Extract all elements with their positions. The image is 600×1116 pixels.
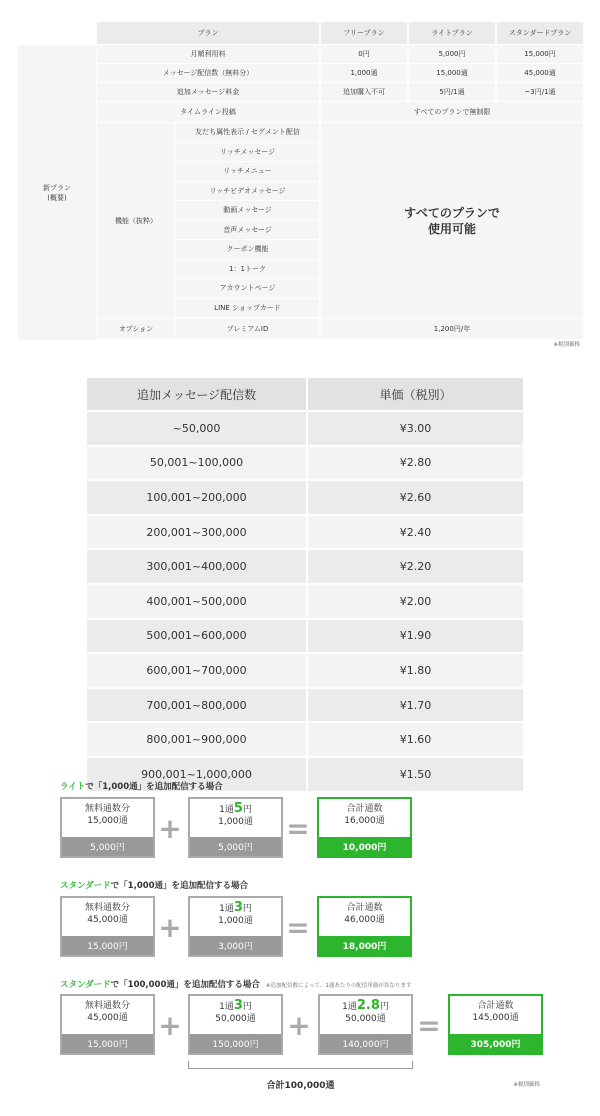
price-row [87,584,523,619]
feature-item: リッチメッセージ [176,143,319,162]
price-row-count: 500,001~600,000 [87,619,307,654]
example-3-free-box [60,994,155,1055]
free-box-line1: 無料通数分 [84,1001,130,1011]
price-row [87,480,523,515]
feature-item: 1：1トーク [176,260,319,279]
price-row-count: 300,001~400,000 [87,549,307,584]
row-extra-standard: ~3円/1通 [497,83,583,101]
total-box-line2: 46,000通 [344,915,385,925]
add-box-line2: 1,000通 [218,817,253,827]
price-row-price: ¥2.00 [307,584,523,619]
price-row-price: ¥1.70 [307,688,523,723]
price-row-count: 400,001~500,000 [87,584,307,619]
price-row [87,688,523,723]
add-box-line2: 50,000通 [345,1014,386,1024]
plus-sign: + [158,911,182,944]
price-header-count: 追加メッセージ配信数 [87,378,307,411]
add-box-suffix: 円 [379,1002,389,1012]
plus-sign: + [158,1009,182,1042]
total-box-price: 18,000円 [319,936,410,955]
price-row-price: ¥1.80 [307,653,523,688]
feature-item: 動画メッセージ [176,201,319,220]
free-box-price: 15,000円 [62,1034,153,1053]
add-box-line2: 1,000通 [218,916,253,926]
feature-item: 音声メッセージ [176,221,319,240]
price-header-row [87,378,523,411]
add-box-line1 [190,1000,281,1013]
price-row [87,446,523,481]
example-3-add-box-2 [318,994,413,1055]
total-box-line1: 合計通数 [346,804,383,814]
equals-sign: = [286,911,310,944]
feature-item: クーポン機能 [176,240,319,259]
row-extra-light: 5円/1通 [409,83,495,101]
example-2-title-rest: で「1,000通」を追加配信する場合 [110,881,249,891]
row-messages-label: メッセージ配信数（無料分） [97,64,319,82]
equals-sign: = [417,1009,441,1042]
example-1-title [60,780,223,792]
free-box-line2: 15,000通 [87,816,128,826]
add-box-line1 [320,1000,411,1013]
total-box-line2: 145,000通 [472,1013,519,1023]
example-1-total-box [317,797,412,858]
free-box-line2: 45,000通 [87,1013,128,1023]
add-box-suffix: 円 [242,805,252,815]
header-plan: プラン [97,22,319,44]
total-box-line1: 合計通数 [477,1001,514,1011]
bracket [188,1061,413,1069]
price-row [87,411,523,446]
row-messages-light: 15,000通 [409,64,495,82]
features-label: 機能（抜粋） [97,123,175,318]
header-light: ライトプラン [409,22,495,44]
add-box-unit-price: 5 [233,801,243,816]
price-row [87,653,523,688]
price-row-price: ¥2.40 [307,515,523,550]
add-box-prefix: 1通 [219,904,234,914]
example-2-free-box [60,896,155,957]
price-row-count: 600,001~700,000 [87,653,307,688]
bracket-label: 合計100,000通 [266,1081,335,1091]
add-box-prefix: 1通 [342,1002,357,1012]
example-2-title [60,879,248,891]
plus-sign: + [158,812,182,845]
price-row-price: ¥3.00 [307,411,523,446]
option-label: オプション [97,319,175,339]
option-value: 1,200円/年 [321,319,583,339]
equals-sign: = [286,812,310,845]
header-free: フリープラン [321,22,407,44]
total-box-price: 305,000円 [450,1034,541,1053]
example-3-title [60,978,411,990]
plus-sign: + [287,1009,311,1042]
total-box-line2: 16,000通 [344,816,385,826]
price-row-price: ¥1.60 [307,722,523,757]
total-box-price: 10,000円 [319,837,410,856]
free-box-line1: 無料通数分 [84,804,130,814]
row-monthly-standard: 15,000円 [497,45,583,63]
row-extra-label: 追加メッセージ料金 [97,83,319,101]
example-2-add-box [188,896,283,957]
price-row-count: 100,001~200,000 [87,480,307,515]
add-box-line1 [190,803,281,816]
free-box-line2: 45,000通 [87,915,128,925]
example-1-title-rest: で「1,000通」を追加配信する場合 [85,782,223,792]
example-1-plan: ライト [60,782,86,792]
row-monthly-light: 5,000円 [409,45,495,63]
add-box-price: 150,000円 [190,1034,281,1053]
row-timeline-value: すべてのプランで無制限 [321,102,583,122]
total-box-line1: 合計通数 [346,903,383,913]
add-box-price: 140,000円 [320,1034,411,1053]
feature-item: リッチビデオメッセージ [176,182,319,201]
free-box-line1: 無料通数分 [84,903,130,913]
price-row [87,515,523,550]
price-row-count: 700,001~800,000 [87,688,307,723]
price-row-count: ~50,000 [87,411,307,446]
feature-item: リッチメニュー [176,162,319,181]
price-row [87,619,523,654]
add-box-price: 5,000円 [190,837,281,856]
price-row-price: ¥2.20 [307,549,523,584]
option-name: プレミアムID [176,319,319,339]
add-box-price: 3,000円 [190,936,281,955]
price-row [87,549,523,584]
price-row-count: 200,001~300,000 [87,515,307,550]
add-box-unit-price: 3 [233,900,243,915]
add-box-line2: 50,000通 [215,1014,256,1024]
add-box-line1 [190,902,281,915]
add-box-prefix: 1通 [219,805,234,815]
add-box-prefix: 1通 [219,1002,234,1012]
row-monthly-label: 月額利用料 [97,45,319,63]
price-row-price: ¥2.60 [307,480,523,515]
examples-note: ※税別価格 [513,1082,540,1088]
example-3-plan: スタンダード [60,980,111,990]
feature-item: LINE ショップカード [176,299,319,318]
row-extra-free: 追加購入不可 [321,83,407,101]
add-box-suffix: 円 [242,1002,252,1012]
row-timeline-label: タイムライン投稿 [97,102,319,122]
price-row-price: ¥1.90 [307,619,523,654]
example-3-add-box-1 [188,994,283,1055]
price-row-count: 900,001~1,000,000 [87,757,307,792]
plan-note: ※税別価格 [553,342,580,348]
example-3-title-rest: で「100,000通」を追加配信する場合 [110,980,260,990]
feature-item: アカウントページ [176,279,319,298]
example-3-total-box [448,994,543,1055]
row-messages-free: 1,000通 [321,64,407,82]
example-2-total-box [317,896,412,957]
price-row-price: ¥2.80 [307,446,523,481]
price-header-price: 単価（税別） [307,378,523,411]
price-row-count: 800,001~900,000 [87,722,307,757]
group-label: 新プラン (概要) [18,45,96,340]
feature-item: 友だち属性表示 / セグメント配信 [176,123,319,142]
header-standard: スタンダードプラン [497,22,583,44]
row-messages-standard: 45,000通 [497,64,583,82]
add-box-unit-price: 2.8 [356,998,380,1013]
features-value: すべてのプランで 使用可能 [321,123,583,318]
price-table [87,378,523,793]
example-3-title-note: ※追加配信数によって、1通あたりの配信単価が異なります [265,983,412,989]
price-row-price: ¥1.50 [307,757,523,792]
price-row-count: 50,001~100,000 [87,446,307,481]
row-monthly-free: 0円 [321,45,407,63]
free-box-price: 5,000円 [62,837,153,856]
price-row [87,722,523,757]
add-box-suffix: 円 [242,904,252,914]
free-box-price: 15,000円 [62,936,153,955]
example-1-free-box [60,797,155,858]
example-1-add-box [188,797,283,858]
example-2-plan: スタンダード [60,881,111,891]
add-box-unit-price: 3 [233,998,243,1013]
